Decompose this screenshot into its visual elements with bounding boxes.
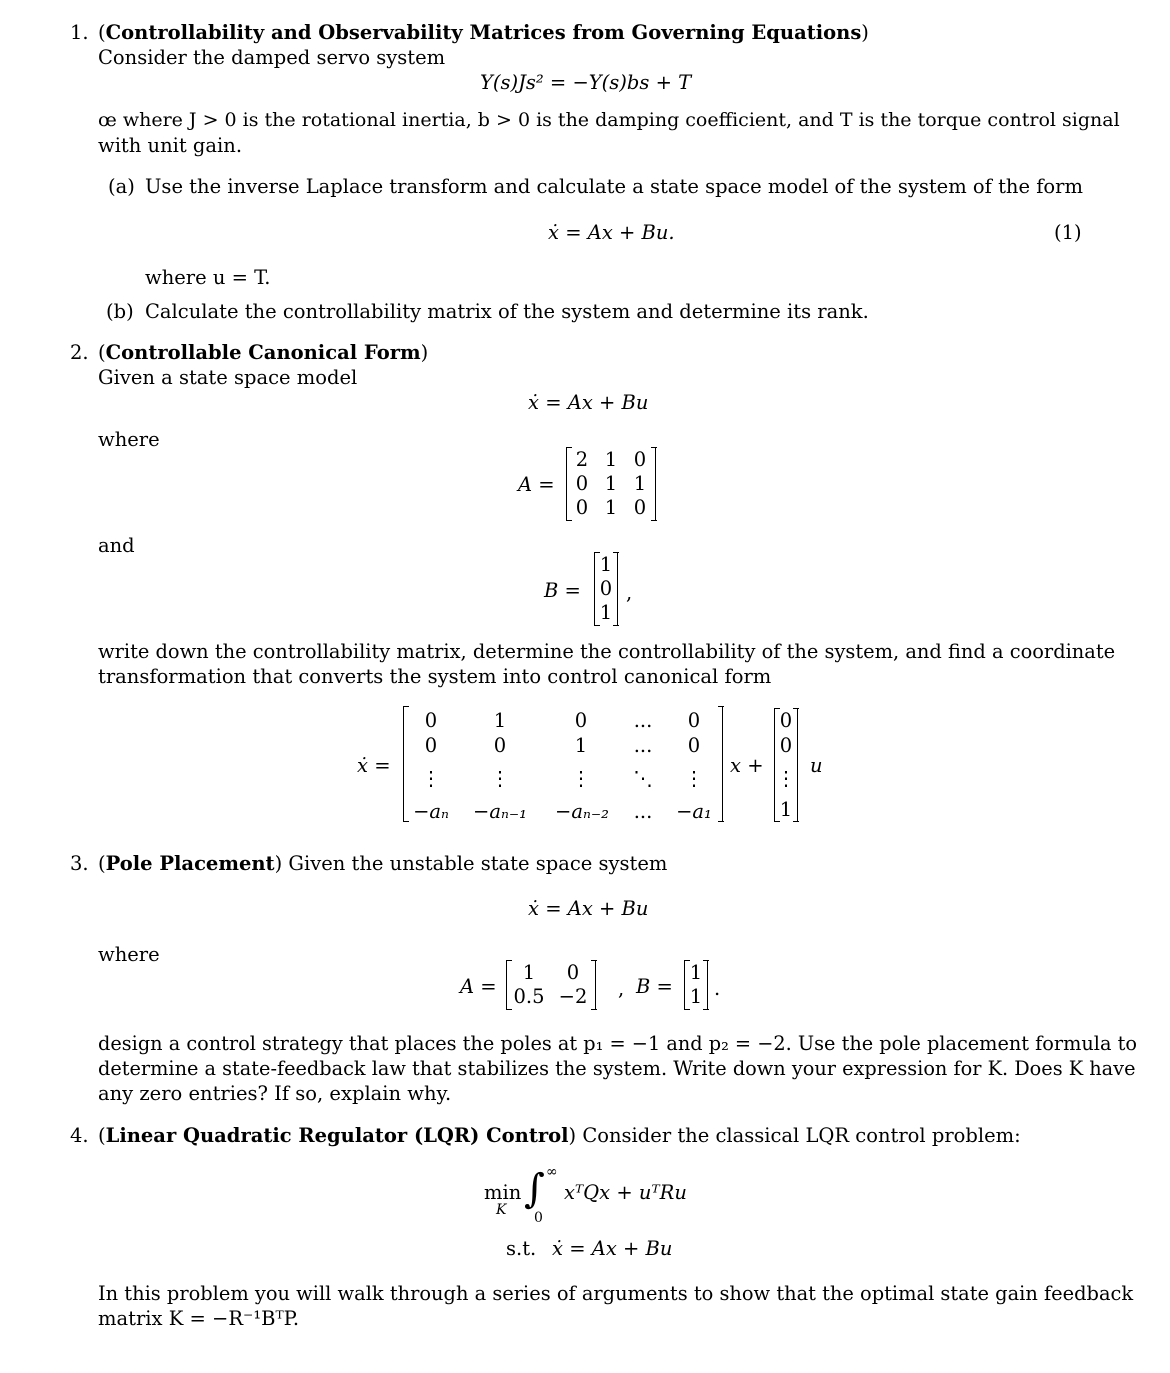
matrix-a-cell: 1 bbox=[604, 496, 618, 519]
vector-b bbox=[684, 960, 708, 1010]
problem-3-description-line1: design a control strategy that places the poles at p₁ = −1 and p₂ = −2. Use the pole placement formula to bbox=[98, 1032, 1137, 1055]
matrix-a-cell: 1 bbox=[604, 472, 618, 495]
problem-4-title: (Linear Quadratic Regulator (LQR) Control) Consider the classical LQR control problem: bbox=[98, 1124, 1021, 1147]
vector-b-cell: 1 bbox=[599, 553, 613, 576]
canonical-cell: ... bbox=[633, 800, 653, 823]
problem-4-description-line2: matrix K = −R⁻¹BᵀP. bbox=[98, 1307, 300, 1330]
vector-b-trailing-period: . bbox=[714, 977, 721, 1000]
problem-4-number: 4. bbox=[70, 1124, 89, 1147]
matrix-a-cell: 2 bbox=[575, 448, 589, 471]
vector-b-trailing-comma: , bbox=[626, 581, 633, 604]
problem-1-title: (Controllability and Observability Matrices from Governing Equations) bbox=[98, 21, 869, 44]
integral-upper-limit: ∞ bbox=[546, 1164, 558, 1180]
canonical-matrix bbox=[403, 706, 723, 822]
problem-2-title: (Controllable Canonical Form) bbox=[98, 341, 429, 364]
constraint-label: s.t. bbox=[506, 1237, 537, 1260]
problem-3-description-line2: determine a state-feedback law that stabilizes the system. Write down your expression for K. Does K have bbox=[98, 1057, 1136, 1080]
matrix-a-cell: 0 bbox=[575, 472, 589, 495]
canonical-vector-cell: 0 bbox=[779, 734, 793, 757]
vector-b-label: B = bbox=[544, 579, 581, 602]
problem-1-description-line1: œ where J > 0 is the rotational inertia, b > 0 is the damping coefficient, and T is the torque control signal bbox=[98, 109, 1120, 131]
canonical-cell: −aₙ bbox=[413, 800, 449, 823]
matrix-separator: , bbox=[618, 977, 625, 1000]
canonical-cell: ⋮ bbox=[571, 767, 591, 790]
matrix-a-cell: 1 bbox=[522, 961, 536, 984]
matrix-a bbox=[566, 447, 656, 521]
part-b-text: Calculate the controllability matrix of the system and determine its rank. bbox=[145, 300, 869, 323]
problem-2-and: and bbox=[98, 534, 135, 557]
problem-2-equation: ẋ = Ax + Bu bbox=[528, 391, 649, 414]
matrix-a-cell: 0 bbox=[566, 961, 580, 984]
objective-function: xᵀQx + uᵀRu bbox=[564, 1181, 687, 1204]
problem-2-description-line1: write down the controllability matrix, determine the controllability of the system, and find a coordinate bbox=[98, 640, 1116, 663]
canonical-vector-cell: 1 bbox=[779, 798, 793, 821]
problem-3-number: 3. bbox=[70, 852, 89, 875]
part-a-label: (a) bbox=[108, 175, 135, 198]
min-subscript: K bbox=[496, 1202, 507, 1218]
canonical-cell: ⋱ bbox=[633, 767, 653, 790]
problem-4-description-line1: In this problem you will walk through a series of arguments to show that the optimal state gain feedback bbox=[98, 1282, 1134, 1305]
matrix-a-cell: 0 bbox=[633, 448, 647, 471]
vector-b-cell: 0 bbox=[599, 577, 613, 600]
matrix-a-cell: −2 bbox=[558, 985, 588, 1008]
canonical-cell: 1 bbox=[574, 734, 588, 757]
canonical-cell: −aₙ₋₁ bbox=[473, 800, 527, 823]
matrix-a-label: A = bbox=[518, 473, 555, 496]
canonical-mid: x + bbox=[730, 754, 764, 777]
matrix-a-cell: 1 bbox=[604, 448, 618, 471]
canonical-cell: ⋮ bbox=[490, 767, 510, 790]
vector-b-cell: 1 bbox=[599, 601, 613, 624]
part-b-label: (b) bbox=[106, 300, 134, 323]
canonical-cell: ⋮ bbox=[421, 767, 441, 790]
vector-b bbox=[594, 552, 618, 626]
problem-2-where: where bbox=[98, 428, 160, 451]
matrix-a-cell: 1 bbox=[633, 472, 647, 495]
canonical-cell: ... bbox=[633, 709, 653, 732]
vector-b-cell: 1 bbox=[689, 961, 703, 984]
problem-1-intro: Consider the damped servo system bbox=[98, 46, 446, 69]
constraint-equation: ẋ = Ax + Bu bbox=[552, 1237, 673, 1260]
problem-1-description-line2: with unit gain. bbox=[98, 134, 243, 157]
problem-3-intro: Given the unstable state space system bbox=[288, 852, 668, 875]
canonical-cell: 1 bbox=[493, 709, 507, 732]
canonical-cell: ... bbox=[633, 734, 653, 757]
canonical-cell: 0 bbox=[687, 734, 701, 757]
canonical-cell: 0 bbox=[424, 709, 438, 732]
problem-4-intro: Consider the classical LQR control problem: bbox=[582, 1124, 1021, 1147]
problem-3-equation: ẋ = Ax + Bu bbox=[528, 897, 649, 920]
canonical-cell: −aₙ₋₂ bbox=[555, 800, 609, 823]
canonical-lhs: ẋ = bbox=[357, 754, 391, 777]
matrix-a-cell: 0.5 bbox=[513, 985, 545, 1008]
problem-3-description-line3: any zero entries? If so, explain why. bbox=[98, 1082, 452, 1105]
canonical-cell: 0 bbox=[687, 709, 701, 732]
matrix-a bbox=[506, 960, 596, 1010]
canonical-cell: ⋮ bbox=[684, 767, 704, 790]
equation-number: (1) bbox=[1054, 221, 1082, 244]
problem-1-number: 1. bbox=[70, 21, 89, 44]
canonical-cell: −a₁ bbox=[676, 800, 712, 823]
canonical-vector bbox=[774, 708, 798, 822]
canonical-vector-cell: 0 bbox=[779, 709, 793, 732]
problem-2-number: 2. bbox=[70, 341, 89, 364]
matrix-a-label: A = bbox=[460, 975, 497, 998]
canonical-cell: 0 bbox=[493, 734, 507, 757]
problem-2-description-line2: transformation that converts the system into control canonical form bbox=[98, 665, 772, 688]
part-a-text: Use the inverse Laplace transform and calculate a state space model of the system of the form bbox=[145, 175, 1083, 198]
part-a-equation: ẋ = Ax + Bu. bbox=[548, 221, 675, 244]
problem-1-equation: Y(s)Js² = −Y(s)bs + T bbox=[480, 71, 692, 94]
canonical-cell: 0 bbox=[574, 709, 588, 732]
problem-2-intro: Given a state space model bbox=[98, 366, 358, 389]
vector-b-cell: 1 bbox=[689, 985, 703, 1008]
problem-3-where: where bbox=[98, 943, 160, 966]
vector-b-label: B = bbox=[636, 975, 673, 998]
matrix-a-cell: 0 bbox=[633, 496, 647, 519]
canonical-vector-cell: ⋮ bbox=[776, 767, 796, 790]
integral-sign: ∫ bbox=[524, 1166, 545, 1212]
integral-lower-limit: 0 bbox=[534, 1210, 543, 1226]
part-a-after: where u = T. bbox=[145, 266, 271, 289]
min-operator: min bbox=[484, 1181, 522, 1204]
matrix-a-cell: 0 bbox=[575, 496, 589, 519]
canonical-cell: 0 bbox=[424, 734, 438, 757]
problem-3-title: (Pole Placement) Given the unstable state space system bbox=[98, 852, 668, 875]
canonical-rhs: u bbox=[810, 754, 823, 777]
